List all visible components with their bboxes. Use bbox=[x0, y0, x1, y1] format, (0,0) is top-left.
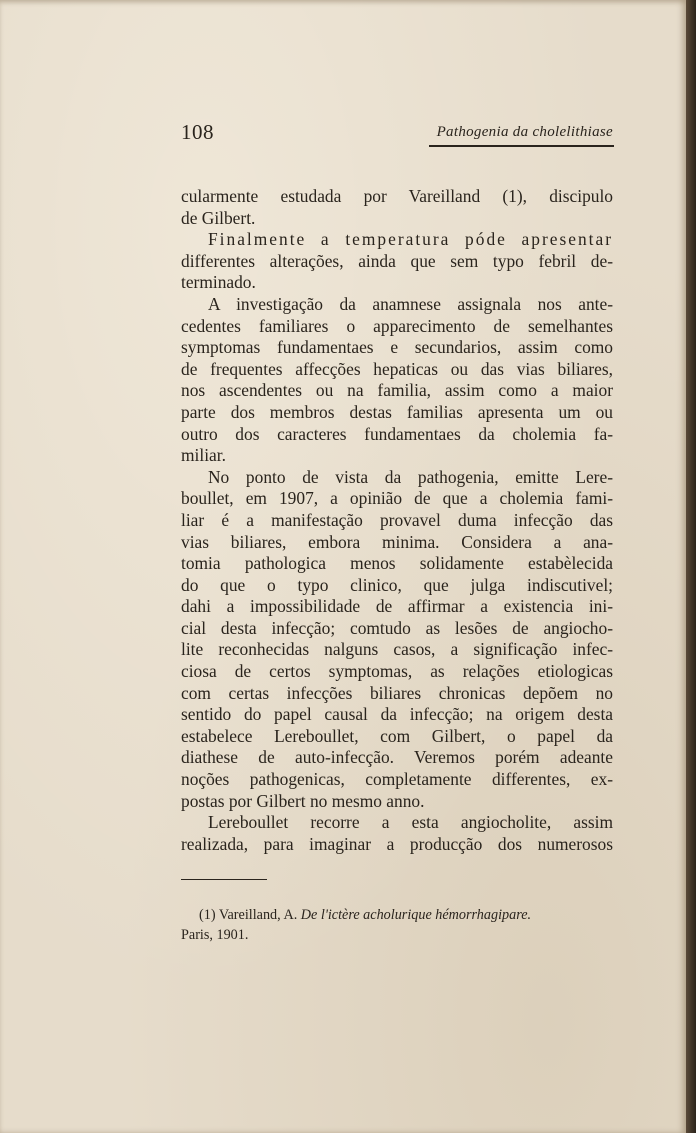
body-text bbox=[181, 186, 613, 855]
page-number: 108 bbox=[181, 120, 214, 144]
text-line: parte dos membros destas familias apresenta um ou bbox=[181, 401, 613, 422]
header-rule bbox=[429, 145, 614, 147]
text-line: A investigação da anamnese assignala nos ante- bbox=[208, 293, 613, 314]
page-header bbox=[181, 120, 613, 148]
text-line: estabelece Lereboullet, com Gilbert, o papel da bbox=[181, 725, 613, 746]
text-line: com certas infecções biliares chronicas depõem no bbox=[181, 682, 613, 703]
text-line: do que o typo clinico, que julga indiscutivel; bbox=[181, 574, 613, 595]
text-line: Lereboullet recorre a esta angiocholite, assim bbox=[208, 812, 613, 833]
text-line: diathese de auto-infecção. Veremos porém adeante bbox=[181, 747, 613, 768]
text-line: outro dos caracteres fundamentaes da cholemia fa- bbox=[181, 423, 613, 444]
text-line: No ponto de vista da pathogenia, emitte Lere- bbox=[208, 466, 613, 487]
text-line: ciosa de certos symptomas, as relações etiologicas bbox=[181, 661, 613, 682]
text-line: cularmente estudada por Vareilland (1), discipulo bbox=[181, 186, 613, 206]
text-line: postas por Gilbert no mesmo anno. bbox=[181, 790, 425, 811]
text-line: Finalmente a temperatura póde apresentar bbox=[208, 229, 613, 250]
text-line: lite reconhecidas nalguns casos, a significação infec- bbox=[181, 639, 613, 660]
text-line: liar é a manifestação provavel duma infecção das bbox=[181, 509, 613, 530]
footnote-title: De l'ictère acholurique hémorrhagipare. bbox=[300, 907, 532, 923]
footnote-line bbox=[181, 905, 613, 925]
text-line: symptomas fundamentaes e secundarios, assim como bbox=[181, 337, 613, 358]
footnote-rule bbox=[181, 879, 267, 880]
text-line: cial desta infecção; comtudo as lesões de angiocho- bbox=[181, 617, 613, 638]
text-line: tomia pathologica menos solidamente estabèlecida bbox=[181, 553, 613, 574]
text-line: nos ascendentes ou na familia, assim como a maior bbox=[181, 380, 613, 401]
text-line: miliar. bbox=[181, 445, 226, 466]
book-spine bbox=[686, 0, 696, 1133]
text-line: cedentes familiares o apparecimento de semelhantes bbox=[181, 315, 613, 336]
footnote-citation: (1) Vareilland, A. bbox=[199, 907, 301, 923]
text-line: realizada, para imaginar a producção dos numerosos bbox=[181, 833, 613, 854]
text-line: terminado. bbox=[181, 272, 256, 293]
footnote-line: Paris, 1901. bbox=[181, 927, 249, 943]
text-line: sentido do papel causal da infecção; na origem desta bbox=[181, 704, 613, 725]
text-line: de Gilbert. bbox=[181, 207, 256, 228]
text-line: differentes alterações, ainda que sem typo febril de- bbox=[181, 250, 613, 271]
text-line: de frequentes affecções hepaticas ou das vias biliares, bbox=[181, 358, 613, 379]
text-line: noções pathogenicas, completamente differentes, ex- bbox=[181, 769, 613, 790]
running-head: Pathogenia da cholelithiase bbox=[436, 124, 613, 140]
footnote bbox=[181, 905, 613, 945]
text-line: vias biliares, embora minima. Considera a ana- bbox=[181, 531, 613, 552]
text-line: boullet, em 1907, a opinião de que a cholemia fami- bbox=[181, 488, 613, 509]
text-line: dahi a impossibilidade de affirmar a existencia ini- bbox=[181, 596, 613, 617]
